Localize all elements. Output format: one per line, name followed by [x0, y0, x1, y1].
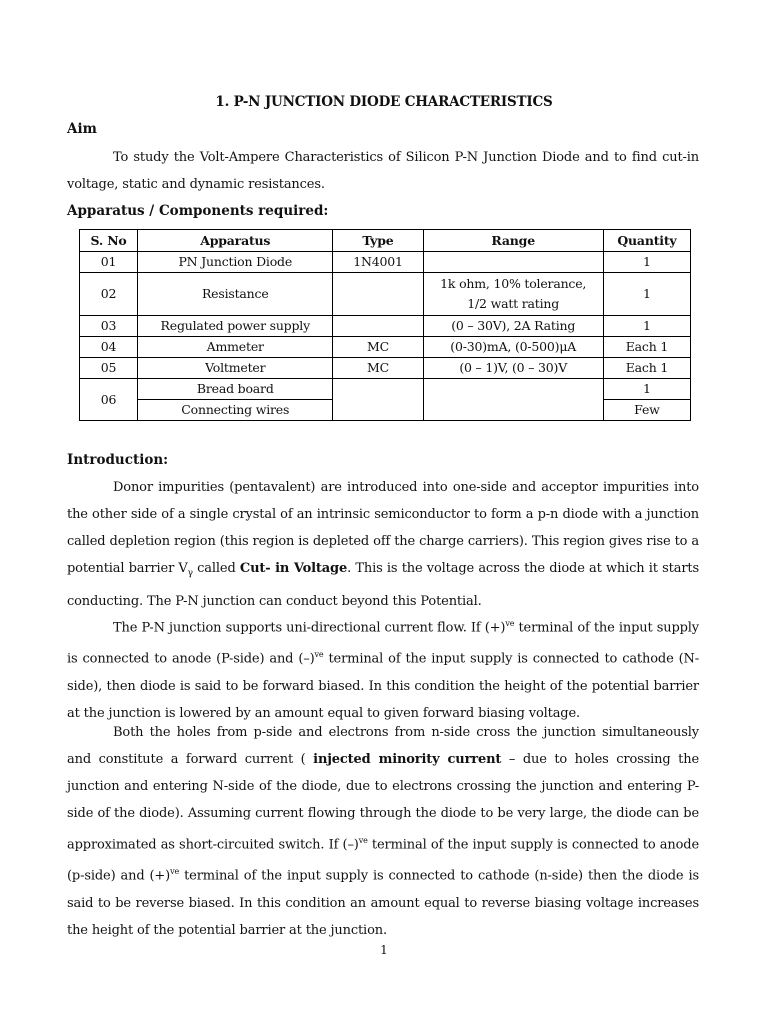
text-run: terminal of the input supply is connected to anode (p-side) and (+): [67, 837, 699, 884]
text-run: – due to holes crossing the junction and entering N-side of the diode, due to electrons crossing the junction and entering P-side of the diode). Assuming current flowing through the diode to be very large, the diode can be approximated as short-circuited switch. If (–): [67, 752, 699, 853]
intro-paragraph-1: [67, 474, 699, 615]
table-header-row: [80, 230, 691, 252]
cell-range: (0 – 1)V, (0 – 30)V: [423, 358, 603, 379]
cell-quantity: 1: [603, 379, 690, 400]
cell-sno: 03: [80, 316, 138, 337]
text-run: terminal of the input supply is connected to cathode (N-side), then diode is said to be forward biased. In this condition the height of the potential barrier at the junction is lowered by an amount equal to given forward biasing voltage.: [67, 651, 699, 721]
superscript: ve: [505, 619, 515, 628]
cell-quantity: Each 1: [603, 337, 690, 358]
cell-type: MC: [333, 358, 423, 379]
table-row: [80, 379, 691, 400]
cell-quantity: 1: [603, 273, 690, 316]
cell-sno: 01: [80, 252, 138, 273]
cell-quantity: Each 1: [603, 358, 690, 379]
cell-quantity: 1: [603, 252, 690, 273]
table-row: [80, 337, 691, 358]
apparatus-heading: Apparatus / Components required:: [67, 203, 329, 219]
document-title: 1. P-N JUNCTION DIODE CHARACTERISTICS: [215, 94, 553, 110]
cell-apparatus: Resistance: [138, 273, 333, 316]
cell-sno: 04: [80, 337, 138, 358]
text-run: terminal of the input supply is connected to anode (P-side) and (–): [67, 620, 699, 667]
table-row: [80, 252, 691, 273]
cell-sno: 02: [80, 273, 138, 316]
text-run: terminal of the input supply is connected to cathode (n-side) then the diode is said to be reverse biased. In this condition an amount equal to reverse biasing voltage increases the height of the potential barrier at the junction.: [67, 868, 699, 938]
superscript: ve: [358, 836, 368, 845]
column-header: S. No: [80, 230, 138, 252]
cell-quantity: 1: [603, 316, 690, 337]
text-run: . This is the voltage across the diode at which it starts conducting. The P-N junction can conduct beyond this Potential.: [67, 561, 699, 609]
cell-range: [423, 379, 603, 421]
intro-paragraph-3: [67, 719, 699, 944]
cell-apparatus: Ammeter: [138, 337, 333, 358]
apparatus-table: [79, 229, 691, 421]
table-row: [80, 273, 691, 316]
cell-apparatus: Regulated power supply: [138, 316, 333, 337]
aim-paragraph: [67, 144, 699, 198]
cell-range: (0-30)mA, (0-500)μA: [423, 337, 603, 358]
cell-type: [333, 316, 423, 337]
text-run: called: [192, 561, 240, 576]
cell-range: [423, 252, 603, 273]
injected-minority-current-term: injected minority current: [313, 752, 502, 767]
cell-apparatus: Voltmeter: [138, 358, 333, 379]
text-run: Donor impurities (pentavalent) are introduced into one-side and acceptor impurities into the other side of a single crystal of an intrinsic semiconductor to form a p-n diode with a junction called depletion region (this region is depleted off the charge carriers). This region gives rise to a potential barrier V: [67, 480, 699, 576]
text-run: Both the holes from p-side and electrons from n-side cross the junction simultaneously and constitute a forward current (: [67, 725, 699, 767]
range-line: 1k ohm, 10% tolerance,: [440, 276, 587, 291]
aim-heading: Aim: [67, 121, 97, 137]
introduction-heading: Introduction:: [67, 452, 169, 468]
column-header: Type: [333, 230, 423, 252]
cell-apparatus: Bread board: [138, 379, 333, 400]
table-row: [80, 316, 691, 337]
cell-type: 1N4001: [333, 252, 423, 273]
superscript: ve: [170, 867, 180, 877]
cell-sno: 05: [80, 358, 138, 379]
superscript: ve: [314, 650, 324, 660]
gamma-subscript: γ: [187, 568, 193, 579]
column-header: Quantity: [603, 230, 690, 252]
column-header: Apparatus: [138, 230, 333, 252]
cell-apparatus: PN Junction Diode: [138, 252, 333, 273]
text-run: The P-N junction supports uni-directional current flow. If (+): [113, 620, 506, 636]
cell-type: [333, 273, 423, 316]
page-number: 1: [380, 943, 388, 957]
column-header: Range: [423, 230, 603, 252]
cell-type: [333, 379, 423, 421]
cell-type: MC: [333, 337, 423, 358]
cell-quantity: Few: [603, 400, 690, 421]
table-row: [80, 358, 691, 379]
range-line: 1/2 watt rating: [467, 296, 560, 311]
aim-text: To study the Volt-Ampere Characteristics of Silicon P-N Junction Diode and to find cut-in voltage, static and dynamic resistances.: [67, 150, 699, 192]
cell-range: [423, 273, 603, 316]
cell-range: (0 – 30V), 2A Rating: [423, 316, 603, 337]
intro-paragraph-2: [67, 610, 699, 727]
cut-in-voltage-term: Cut- in Voltage: [239, 561, 348, 576]
cell-apparatus: Connecting wires: [138, 400, 333, 421]
cell-sno: 06: [80, 379, 138, 421]
